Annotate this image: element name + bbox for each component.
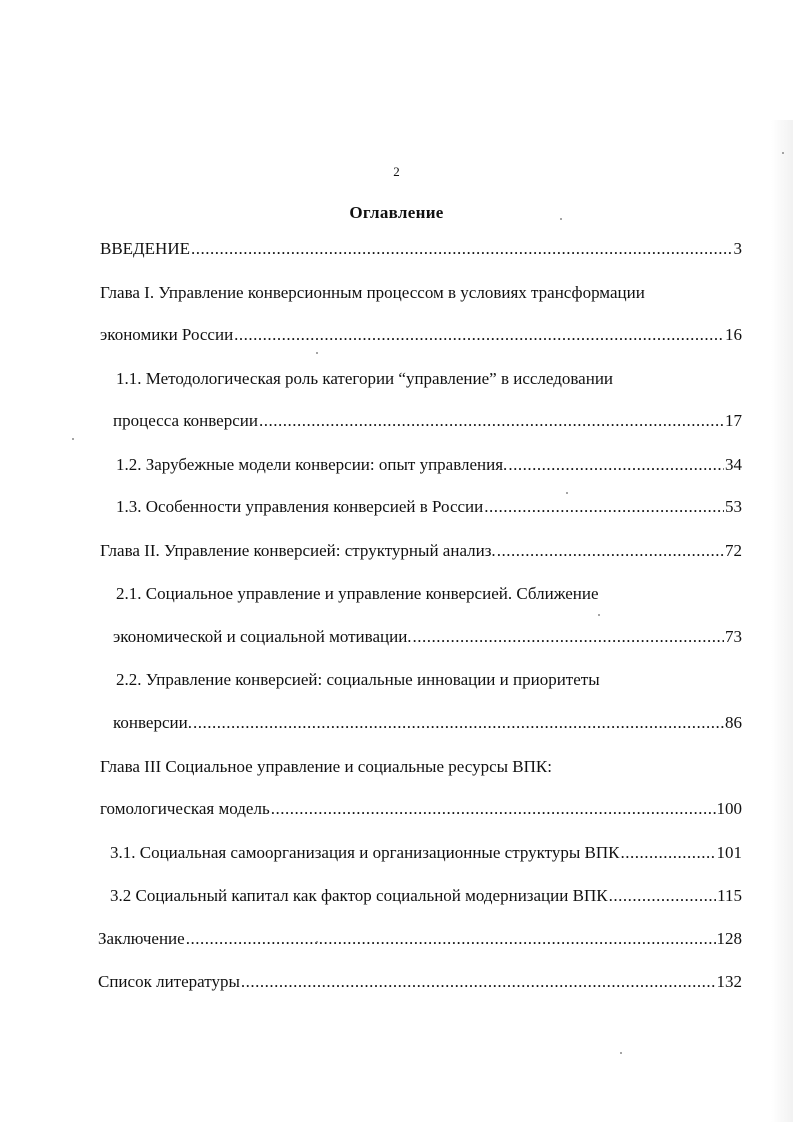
toc-entry-conclusion <box>98 927 742 951</box>
scan-speck <box>566 492 568 494</box>
toc-entry-section-3-2 <box>110 884 742 908</box>
toc-entry-page: 86 <box>725 713 742 732</box>
dot-leader <box>271 797 716 821</box>
toc-entry-page: 100 <box>716 799 742 818</box>
dot-leader <box>259 409 724 433</box>
dot-leader <box>620 841 715 865</box>
scan-speck <box>316 352 318 354</box>
dot-leader <box>186 927 716 951</box>
toc-entry-text: Заключение <box>98 929 185 948</box>
dot-leader <box>484 495 724 519</box>
dot-leader <box>413 625 724 649</box>
dot-leader <box>497 539 724 563</box>
toc-entry-page: 3 <box>733 239 742 258</box>
toc-entry-section-1-1 <box>113 409 742 433</box>
toc-entry-text: конверсии. <box>113 713 192 732</box>
scan-speck <box>598 614 600 616</box>
scan-speck <box>560 218 562 220</box>
page-number: 2 <box>393 164 400 179</box>
toc-entry-text: экономической и социальной мотивации. <box>113 627 412 646</box>
toc-entry-intro <box>100 237 742 261</box>
scan-speck <box>72 438 74 440</box>
dot-leader <box>234 323 724 347</box>
toc-entry-chapter3-line1: Глава III Социальное управление и социальные ресурсы ВПК: <box>100 757 552 776</box>
toc-entry-page: 17 <box>725 411 742 430</box>
toc-entry-page: 128 <box>716 929 742 948</box>
toc-entry-chapter2 <box>100 539 742 563</box>
toc-entry-section-2-2 <box>113 711 742 735</box>
toc-entry-text: 1.2. Зарубежные модели конверсии: опыт управления. <box>116 455 508 474</box>
toc-entry-page: 16 <box>725 325 742 344</box>
dot-leader <box>191 237 733 261</box>
scan-edge-shadow <box>771 120 793 1122</box>
toc-entry-text: Список литературы <box>98 972 240 991</box>
toc-entry-page: 53 <box>725 497 742 516</box>
toc-entry-text: процесса конверсии <box>113 411 258 430</box>
toc-entry-page: 132 <box>716 972 742 991</box>
toc-entry-text: гомологическая модель <box>100 799 270 818</box>
toc-entry-page: 101 <box>716 843 742 862</box>
scan-speck <box>316 941 318 943</box>
toc-entry-page: 73 <box>725 627 742 646</box>
toc-entry-text: ВВЕДЕНИЕ <box>100 239 190 258</box>
toc-entry-section-1-2 <box>116 453 742 477</box>
toc-entry-section-1-3 <box>116 495 742 519</box>
toc-entry-chapter1-line1: Глава I. Управление конверсионным процессом в условиях трансформации <box>100 283 645 302</box>
toc-entry-text: 1.3. Особенности управления конверсией в России <box>116 497 484 516</box>
toc-entry-section-3-1 <box>110 841 742 865</box>
toc-entry-text: 3.2 Социальный капитал как фактор социальной модернизации ВПК <box>110 886 608 905</box>
toc-entry-page: 34 <box>725 455 742 474</box>
dot-leader <box>241 970 716 994</box>
toc-entry-section-2-2-line1: 2.2. Управление конверсией: социальные инновации и приоритеты <box>116 670 600 689</box>
toc-entry-chapter1 <box>100 323 742 347</box>
toc-entry-references <box>98 970 742 994</box>
toc-entry-text: Глава II. Управление конверсией: структурный анализ. <box>100 541 496 560</box>
dot-leader <box>193 711 724 735</box>
toc-entry-chapter3 <box>100 797 742 821</box>
toc-entry-page: 72 <box>725 541 742 560</box>
scan-speck <box>620 1052 622 1054</box>
toc-entry-page: 115 <box>717 886 742 905</box>
toc-entry-section-2-1-line1: 2.1. Социальное управление и управление конверсией. Сближение <box>116 584 599 603</box>
toc-entry-section-2-1 <box>113 625 742 649</box>
dot-leader <box>508 453 724 477</box>
dot-leader <box>609 884 717 908</box>
scan-speck <box>782 152 784 154</box>
toc-title: Оглавление <box>349 203 444 222</box>
toc-entry-text: 3.1. Социальная самоорганизация и организационные структуры ВПК <box>110 843 620 862</box>
toc-entry-section-1-1-line1: 1.1. Методологическая роль категории “управление” в исследовании <box>116 369 614 388</box>
toc-entry-text: экономики России <box>100 325 234 344</box>
